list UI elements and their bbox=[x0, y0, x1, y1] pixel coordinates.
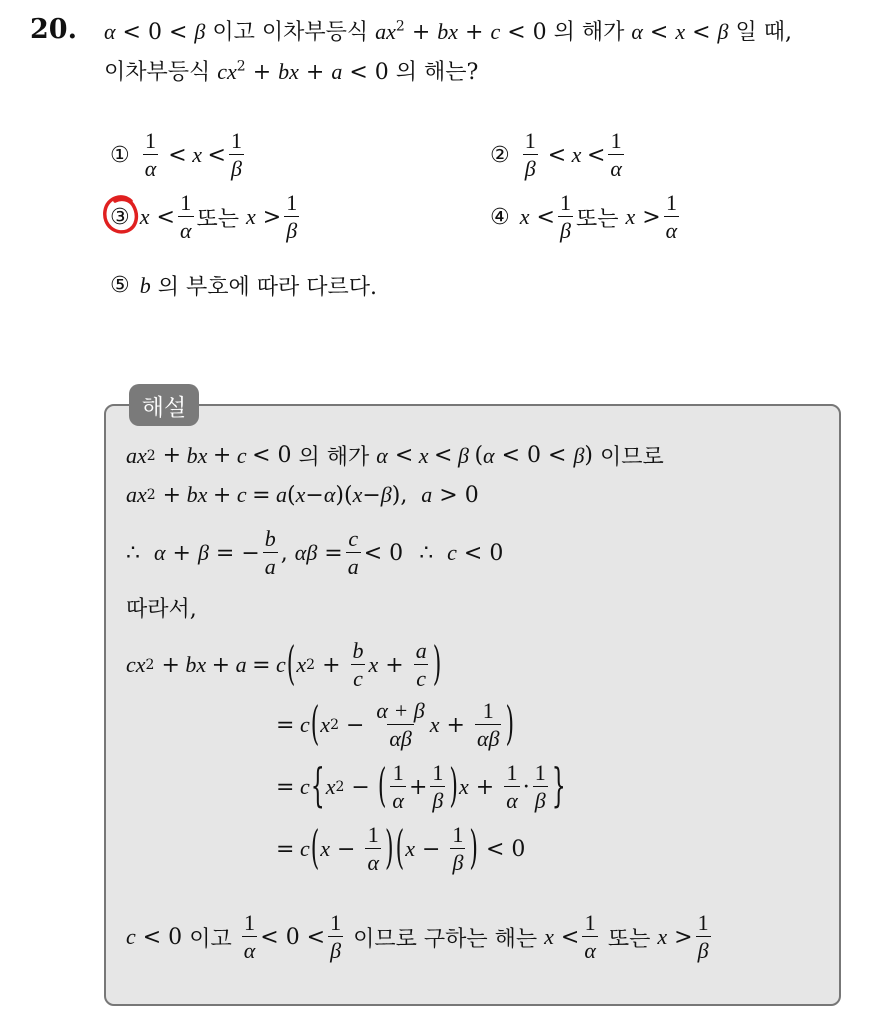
choice-1[interactable]: ① $\frac{1}{\alpha}$ < x < $\frac{1}{\beta}$ bbox=[110, 128, 242, 181]
solution-line-2: ax 2 + bx + c = a ( x − α )( x − β ), a > 0 bbox=[126, 482, 479, 508]
solution-line-8: = c ( x − $\frac{1}{\alpha}$ ) ( x − $\frac{1}{\beta}$ ) < 0 bbox=[276, 822, 526, 876]
solution-line-7: = c { x 2 − ( $\frac{1}{\alpha}$ + $\frac{1}{\beta}$ ) x + $\frac{1}{\alpha}$ · $\frac{1}{\beta}$ } bbox=[276, 760, 566, 814]
solution-line-3: ∴ α + β = − $\frac{b}{a}$ , αβ = $\frac{c}{a}$ < 0 ∴ c < 0 bbox=[126, 526, 504, 579]
choice-2[interactable]: ② $\frac{1}{\beta}$ < x < $\frac{1}{\alpha}$ bbox=[490, 128, 622, 181]
solution-line-6: = c ( x 2 − $\frac{\alpha + \beta}{\alpha\beta}$ x + $\frac{1}{\alpha\beta}$ ) bbox=[276, 698, 515, 752]
solution-line-5: cx 2 + bx + a = c ( x 2 + $\frac{b}{c}$ x + $\frac{a}{c}$ ) bbox=[126, 638, 442, 692]
question-line-2: 이차부등식 $cx^2$ + bx + a < 0 의 해는? bbox=[104, 58, 479, 85]
solution-line-1: ax 2 + bx + c < 0 의 해가 α < x < β ( α < 0 < β ) 이므로 bbox=[126, 442, 664, 470]
question-number: 20. bbox=[30, 14, 77, 45]
answer-mark-icon bbox=[101, 193, 141, 237]
choice-4[interactable]: ④ x < $\frac{1}{\beta}$ 또는 x > $\frac{1}{\alpha}$ bbox=[490, 190, 678, 243]
solution-line-9: c < 0 이고 $\frac{1}{\alpha}$ < 0 < $\frac{1}{\beta}$ 이므로 구하는 해는 x < $\frac{1}{\alpha}$ 또는 x > $\frac{1}{\beta}$ bbox=[126, 910, 709, 963]
question-line-1: α < 0 < β 이고 이차부등식 $ax^2$ + bx + c < 0 의 해가 α < x < β 일 때, bbox=[104, 18, 793, 45]
choice-5[interactable]: ⑤ b 의 부호에 따라 다르다. bbox=[110, 272, 377, 300]
solution-tab: 해설 bbox=[129, 384, 199, 426]
choice-3[interactable]: ③ x < $\frac{1}{\alpha}$ 또는 x > $\frac{1}{\beta}$ bbox=[110, 190, 298, 243]
solution-line-4: 따라서, bbox=[126, 597, 197, 622]
